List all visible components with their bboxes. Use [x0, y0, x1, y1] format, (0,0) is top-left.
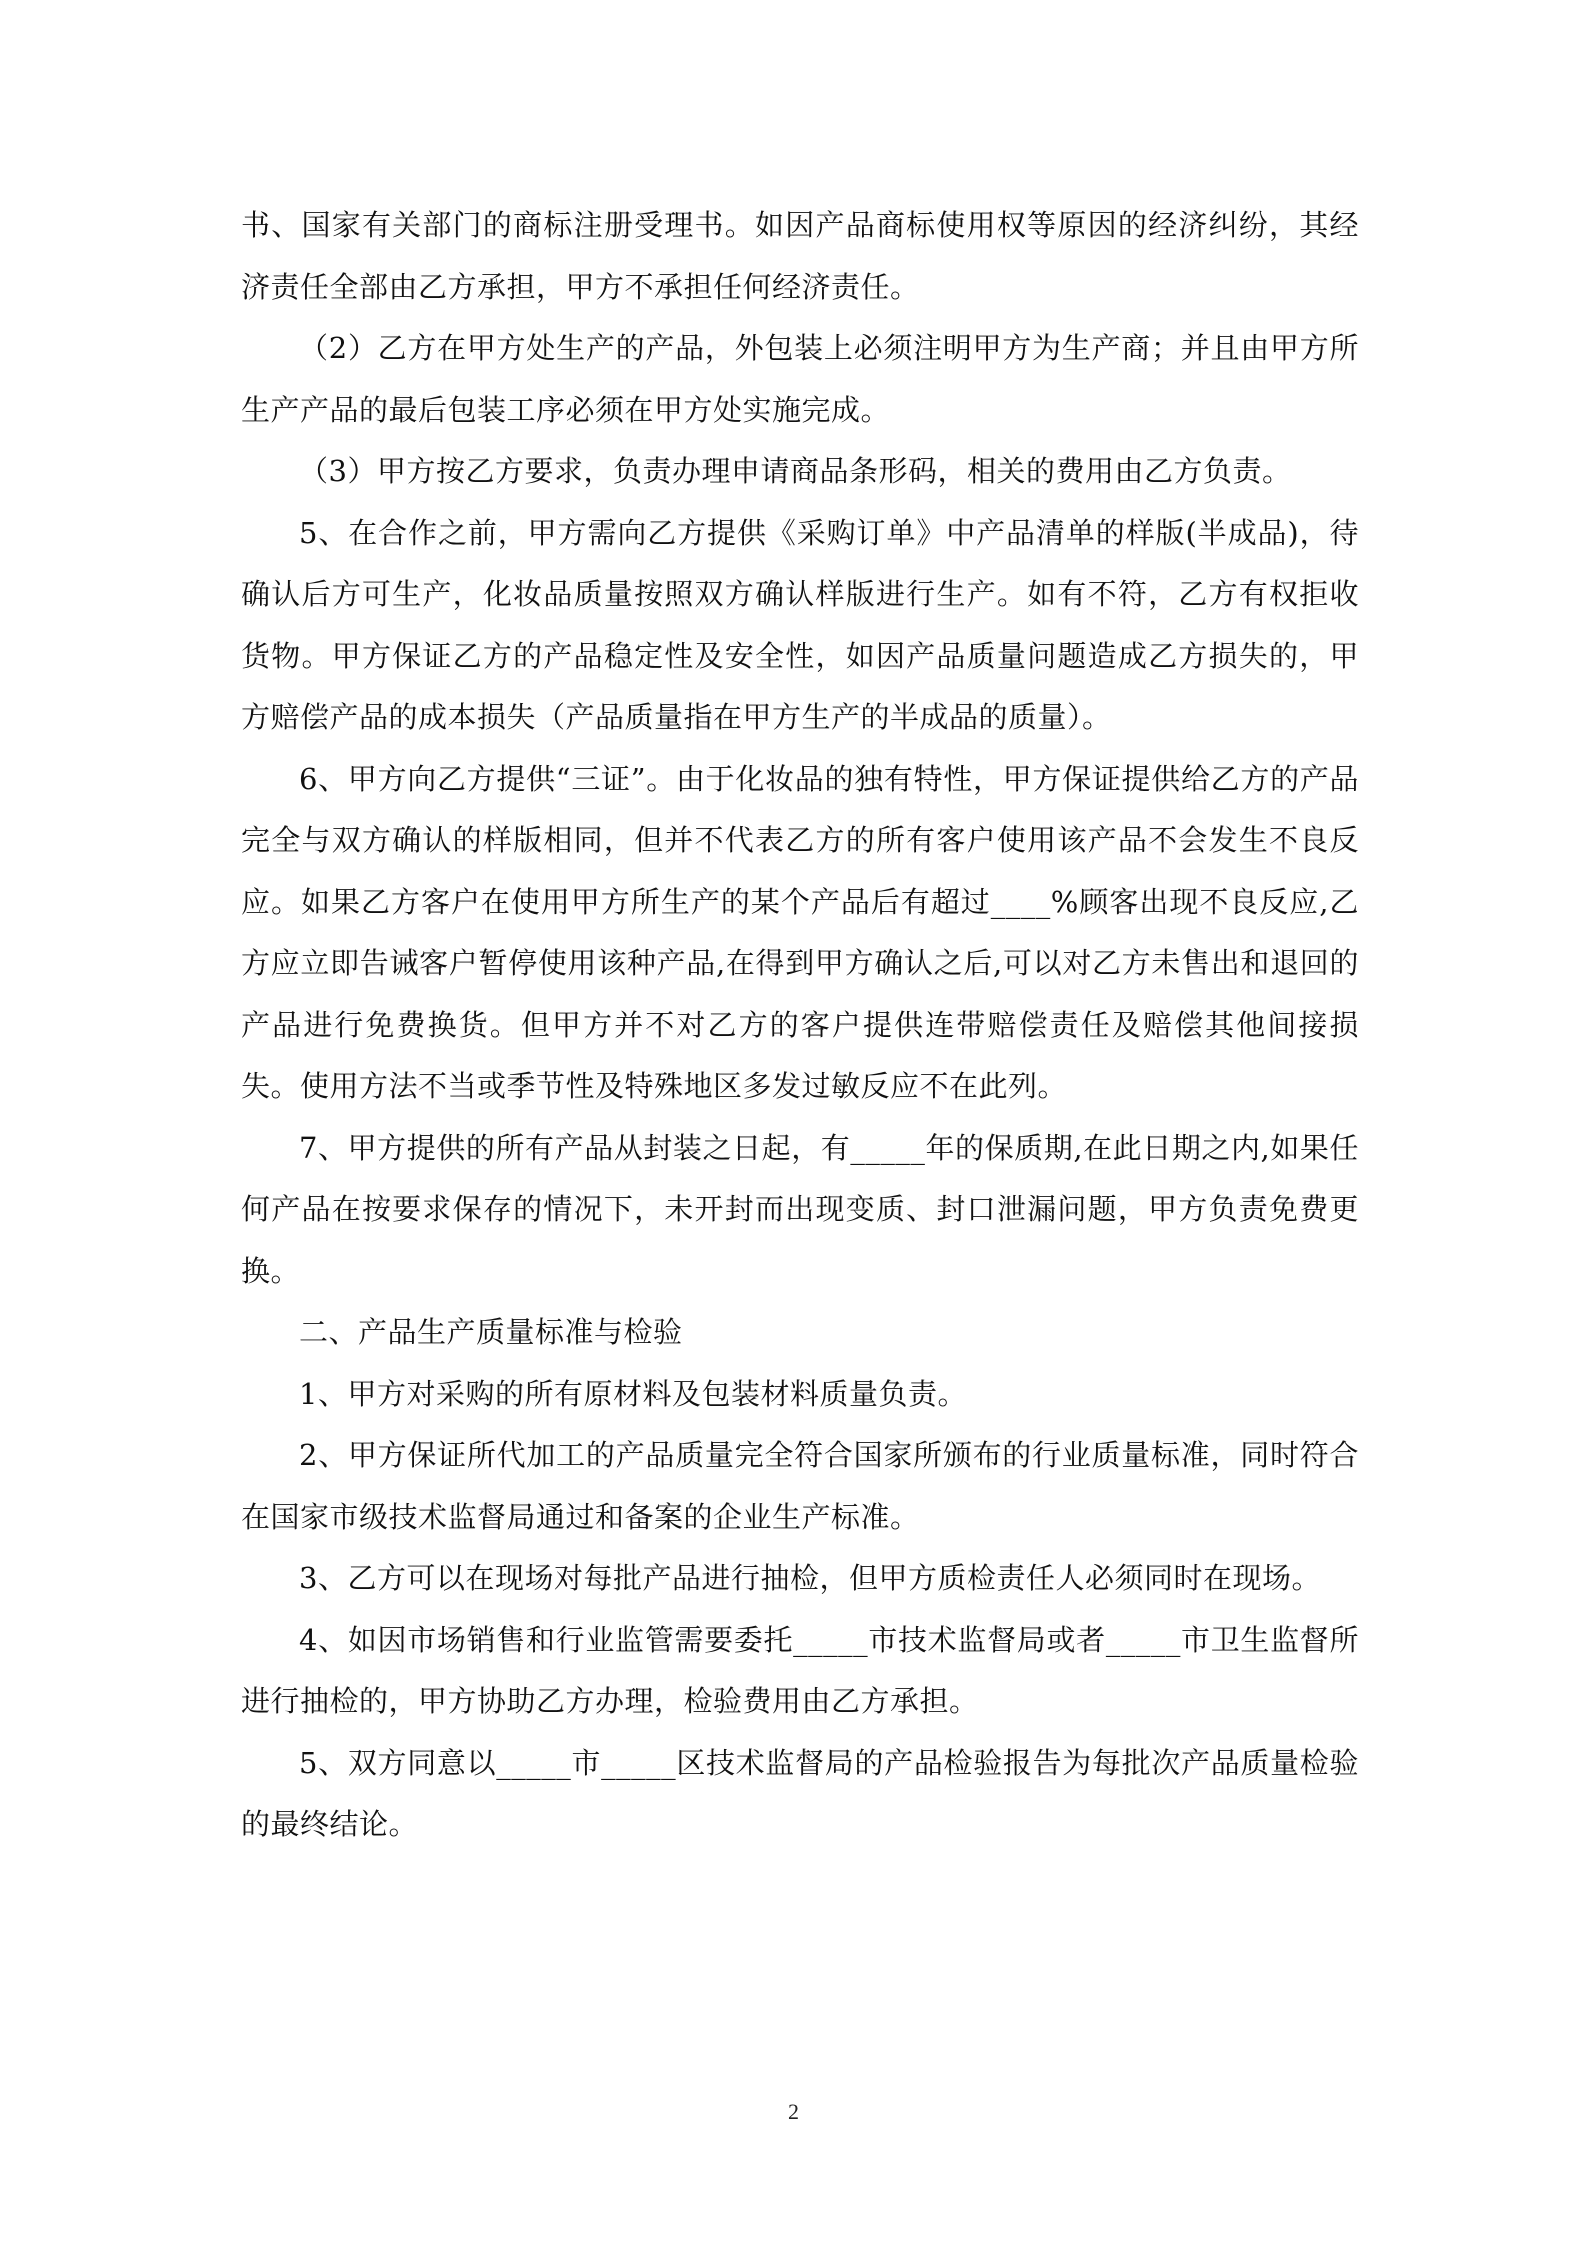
paragraph-item-5-samples: 5、在合作之前，甲方需向乙方提供《采购订单》中产品清单的样版(半成品)，待确认后方可生产，化妆品质量按照双方确认样版进行生产。如有不符，乙方有权拒收货物。甲方保证乙方的产品稳定性及安全性，如因产品质量问题造成乙方损失的，甲方赔偿产品的成本损失（产品质量指在甲方生产的半成品的质量）。 — [241, 515, 1359, 734]
paragraph-quality-5: 5、双方同意以_____市_____区技术监督局的产品检验报告为每批次产品质量检验的最终结论。 — [241, 1745, 1359, 1841]
paragraph-clause-2: （2）乙方在甲方处生产的产品，外包装上必须注明甲方为生产商；并且由甲方所生产产品的最后包装工序必须在甲方处实施完成。 — [241, 331, 1359, 427]
paragraph-quality-3: 3、乙方可以在现场对每批产品进行抽检，但甲方质检责任人必须同时在现场。 — [299, 1561, 1321, 1595]
paragraph-clause-3: （3）甲方按乙方要求，负责办理申请商品条形码，相关的费用由乙方负责。 — [299, 454, 1292, 488]
document-body — [241, 195, 1359, 1856]
paragraph-item-7-shelf-life: 7、甲方提供的所有产品从封装之日起，有_____年的保质期,在此日期之内,如果任何产品在按要求保存的情况下，未开封而出现变质、封口泄漏问题，甲方负责免费更换。 — [241, 1130, 1359, 1288]
paragraph-trademark-continuation: 书、国家有关部门的商标注册受理书。如因产品商标使用权等原因的经济纠纷，其经济责任全部由乙方承担，甲方不承担任何经济责任。 — [241, 208, 1359, 304]
paragraph-quality-1: 1、甲方对采购的所有原材料及包装材料质量负责。 — [299, 1376, 967, 1411]
section-heading-quality-standards: 二、产品生产质量标准与检验 — [299, 1315, 683, 1349]
paragraph-quality-2: 2、甲方保证所代加工的产品质量完全符合国家所颁布的行业质量标准，同时符合在国家市级技术监督局通过和备案的企业生产标准。 — [241, 1438, 1359, 1534]
paragraph-quality-4: 4、如因市场销售和行业监管需要委托_____市技术监督局或者_____市卫生监督所进行抽检的，甲方协助乙方办理，检验费用由乙方承担。 — [241, 1622, 1359, 1718]
page-number: 2 — [788, 2099, 799, 2124]
paragraph-item-6-certificates: 6、甲方向乙方提供“三证”。由于化妆品的独有特性，甲方保证提供给乙方的产品完全与双方确认的样版相同，但并不代表乙方的所有客户使用该产品不会发生不良反应。如果乙方客户在使用甲方所生产的某个产品后有超过____%顾客出现不良反应,乙方应立即告诫客户暂停使用该种产品,在得到甲方确认之后,可以对乙方未售出和退回的产品进行免费换货。但甲方并不对乙方的客户提供连带赔偿责任及赔偿其他间接损失。使用方法不当或季节性及特殊地区多发过敏反应不在此列。 — [241, 761, 1359, 1103]
